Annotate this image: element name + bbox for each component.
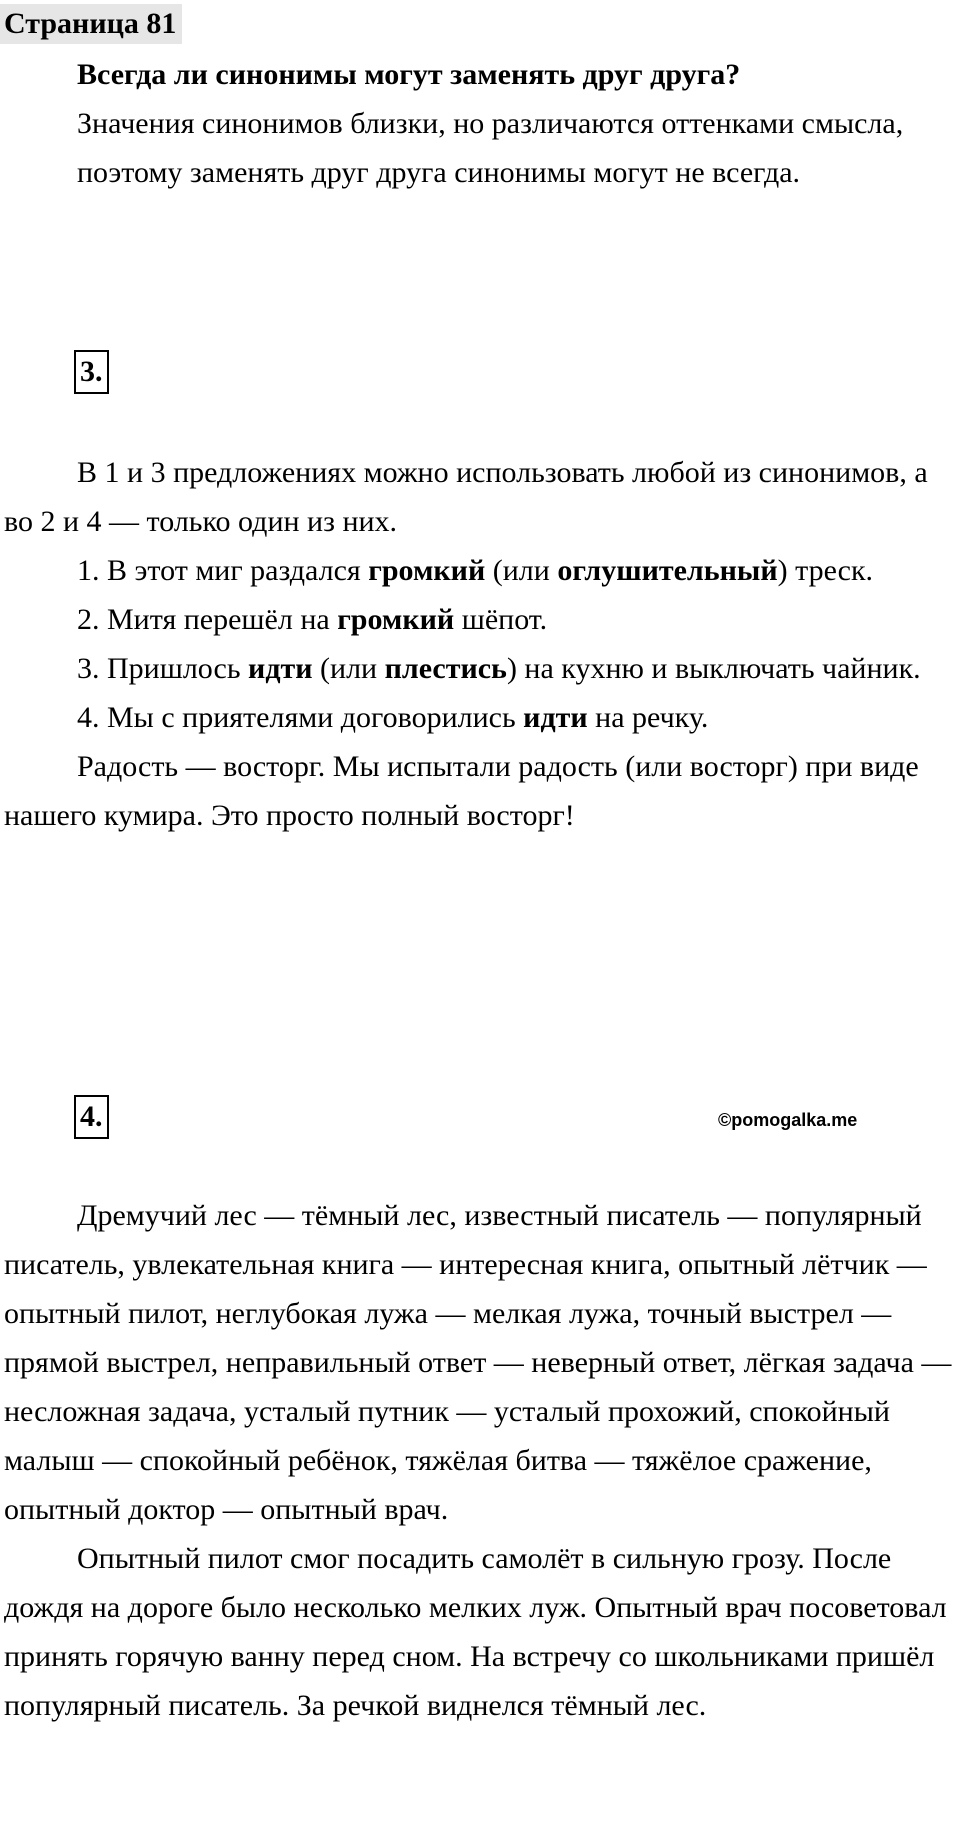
page-title: Страница 81 bbox=[0, 4, 182, 44]
theory-answer bbox=[4, 99, 960, 197]
synonym-word: громкий bbox=[337, 603, 455, 636]
synonym-word: оглушительный bbox=[557, 554, 778, 587]
task-3-sentence-1: 1. В этот миг раздался громкий (или оглушительный) треск. bbox=[77, 554, 874, 587]
task-3-sentence-3: 3. Пришлось идти (или плестись) на кухню и выключать чайник. bbox=[77, 652, 921, 685]
synonym-word: идти bbox=[248, 652, 313, 685]
theory-answer-text: Значения синонимов близки, но различаются оттенками смысла, поэтому заменять друг друга синонимы могут не всегда. bbox=[77, 107, 904, 189]
task-3-body bbox=[4, 448, 960, 840]
synonym-word: плестись bbox=[384, 652, 507, 685]
task-3-sentence-2: 2. Митя перешёл на громкий шёпот. bbox=[77, 603, 548, 636]
task-3-closing: Радость — восторг. Мы испытали радость (или восторг) при виде нашего кумира. Это просто полный восторг! bbox=[4, 750, 919, 832]
watermark: ©pomogalka.me bbox=[718, 1110, 858, 1130]
task-3-intro: В 1 и 3 предложениях можно использовать любой из синонимов, а во 2 и 4 — только один из них. bbox=[4, 456, 928, 538]
synonym-word: громкий bbox=[368, 554, 486, 587]
task-3-number: 3. bbox=[74, 350, 109, 394]
task-4-sentences: Опытный пилот смог посадить самолёт в сильную грозу. После дождя на дороге было несколько мелких луж. Опытный врач посоветовал принять горячую ванну перед сном. На встречу со школьниками пришёл популярный писатель. За речкой виднелся тёмный лес. bbox=[4, 1542, 947, 1722]
task-4-number: 4. bbox=[74, 1095, 109, 1139]
task-3-sentence-4: 4. Мы с приятелями договорились идти на речку. bbox=[77, 701, 709, 734]
theory-question: Всегда ли синонимы могут заменять друг друга? bbox=[77, 58, 741, 91]
synonym-word: идти bbox=[523, 701, 588, 734]
task-4-body bbox=[4, 1191, 960, 1730]
task-4-pairs: Дремучий лес — тёмный лес, известный писатель — популярный писатель, увлекательная книга — интересная книга, опытный лётчик — опытный пилот, неглубокая лужа — мелкая лужа, точный выстрел — прямой выстрел, неправильный ответ — неверный ответ, лёгкая задача — несложная задача, усталый путник — усталый прохожий, спокойный малыш — спокойный ребёнок, тяжёлая битва — тяжёлое сражение, опытный доктор — опытный врач. bbox=[4, 1199, 952, 1526]
